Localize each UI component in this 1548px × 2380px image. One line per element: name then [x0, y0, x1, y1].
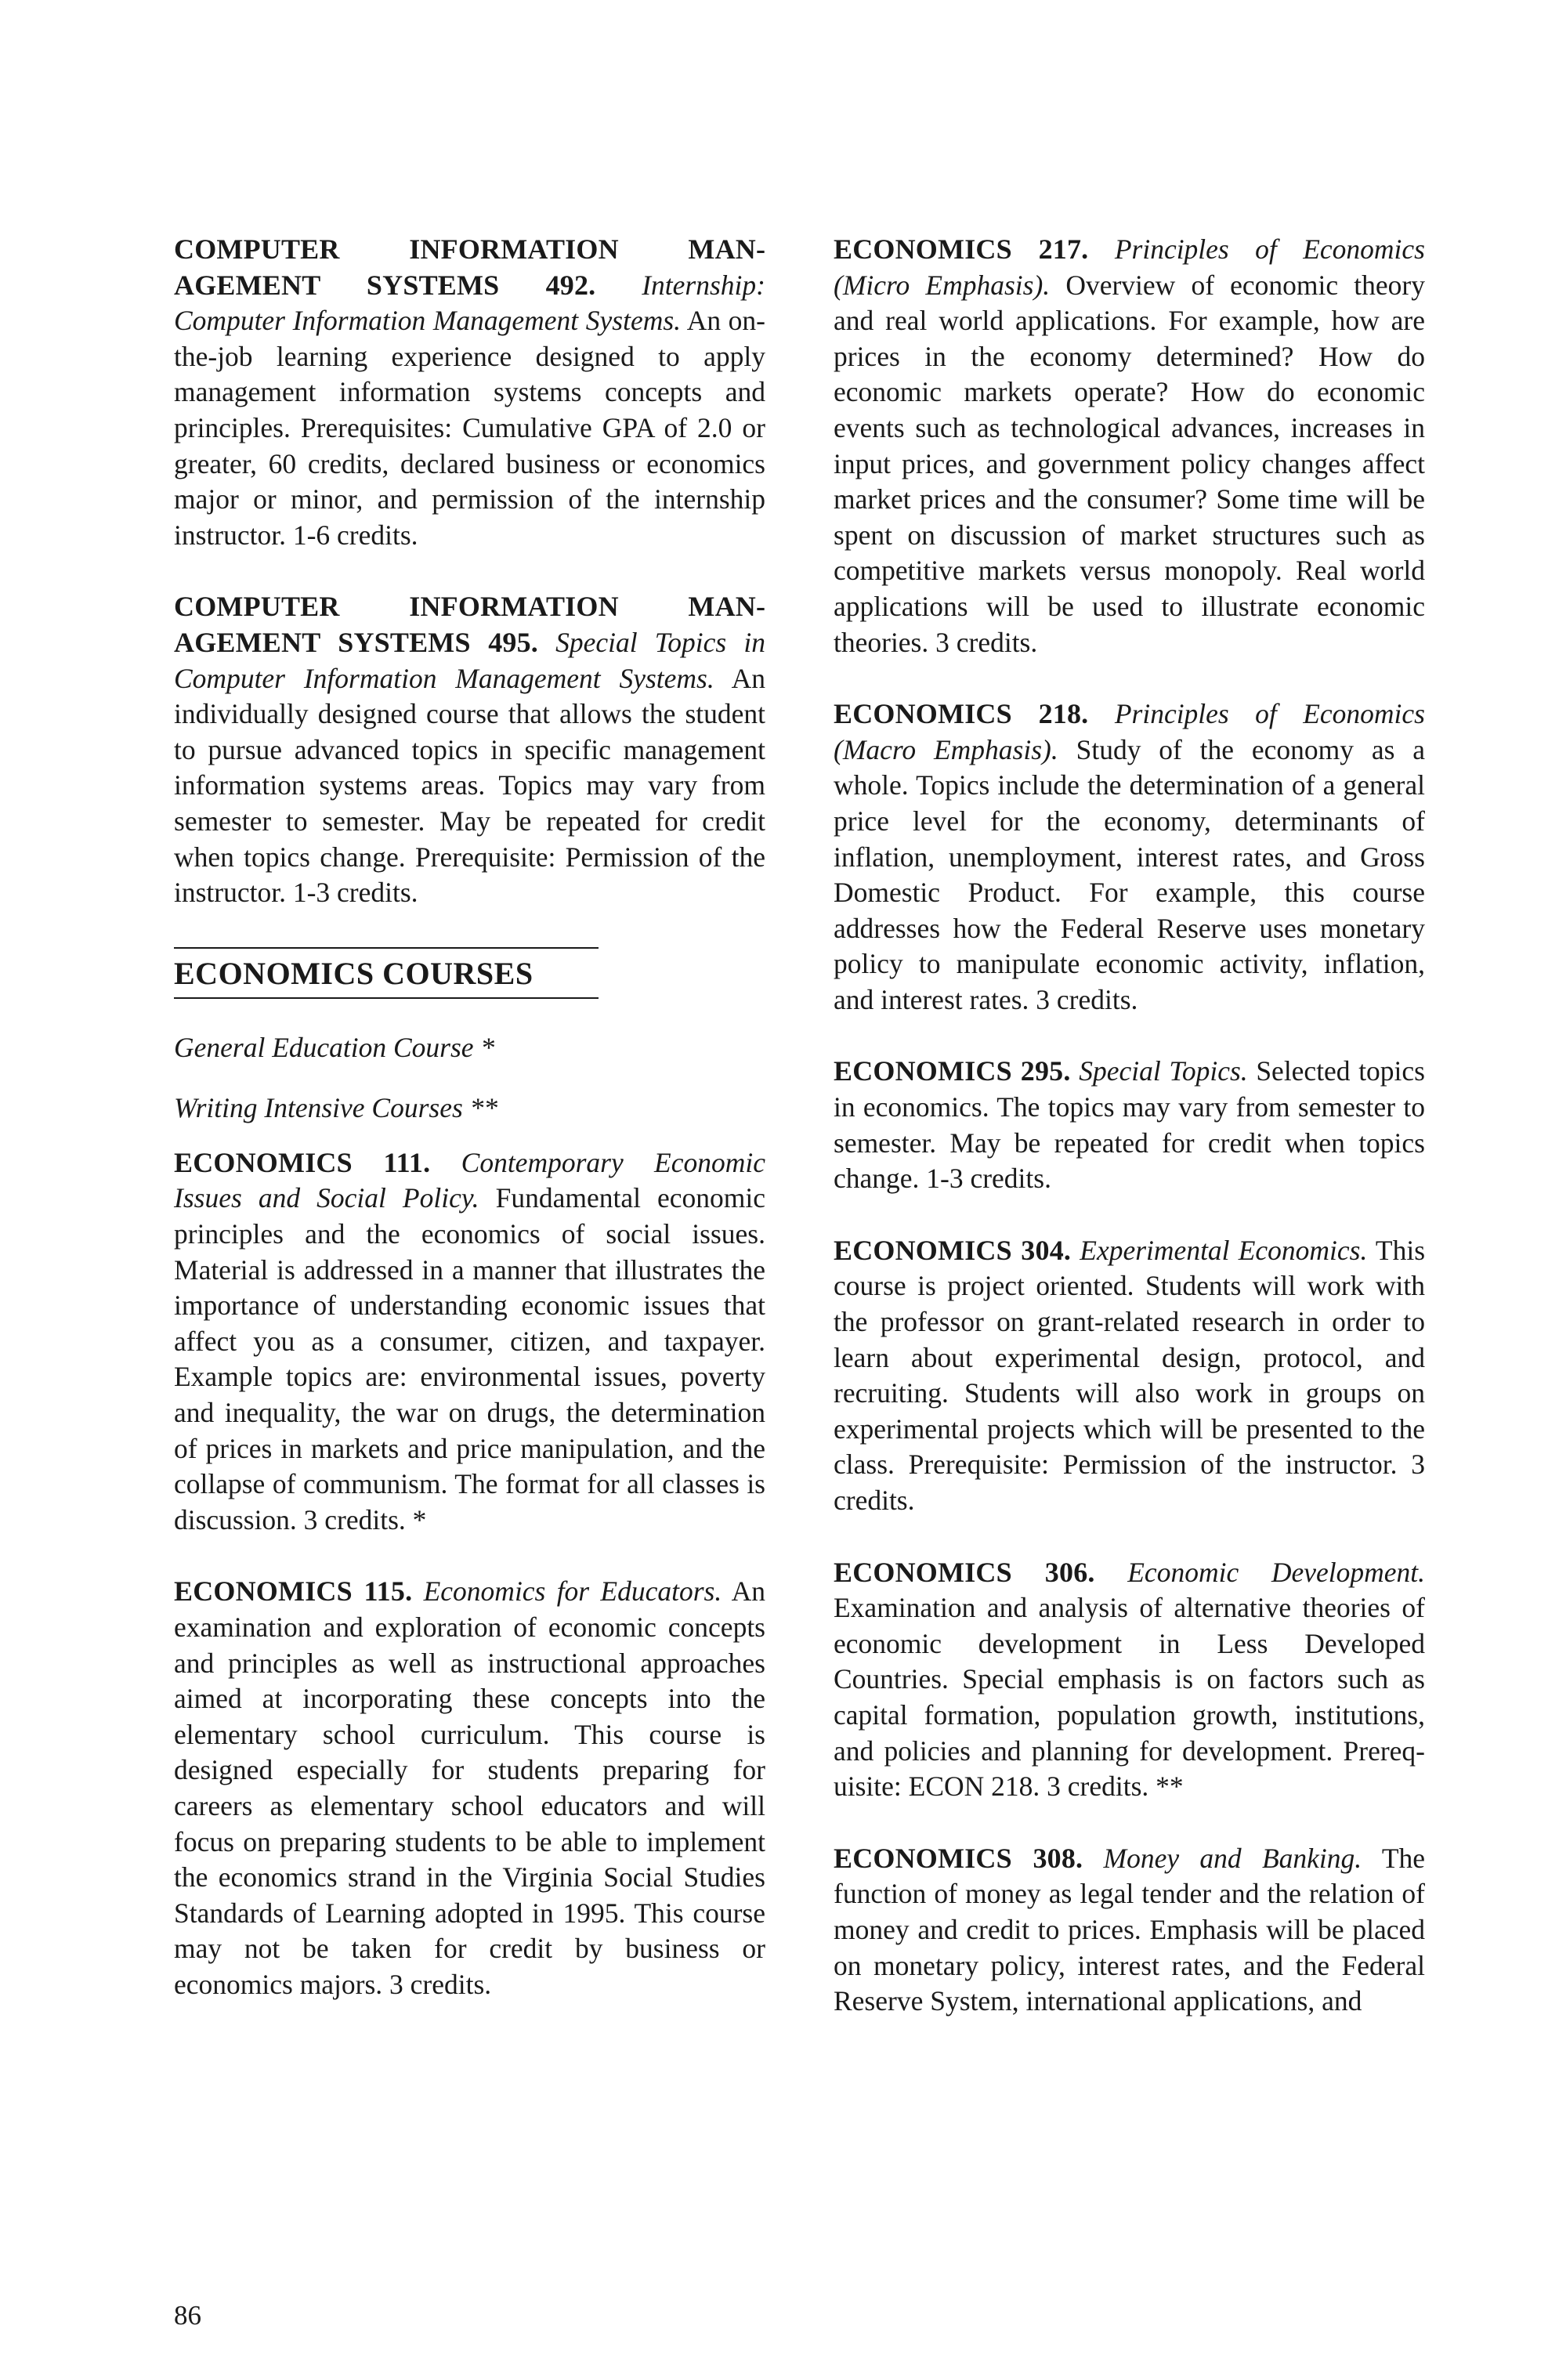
course-description: Selected topics in economics. The topics may vary from semester to semester. May be repeated for credit when topics change. 1-3 credits. — [834, 1055, 1425, 1195]
course-title: Experimental Economics. — [1080, 1234, 1368, 1266]
course-entry-econ-304 — [834, 1233, 1425, 1519]
left-column — [174, 232, 765, 2039]
course-title: Special Topics in Computer Information Management Systems. — [174, 626, 765, 694]
course-entry-econ-295 — [834, 1054, 1425, 1196]
course-code: ECONOMICS 295. — [834, 1055, 1071, 1087]
course-description: An individually designed course that allows the student to pursue advanced topics in specific management information systems areas. Topics may vary from semester to semester. May be repeated for credit when topics change. Prerequisite: Permission of the instructor. 1-3 credits. — [174, 662, 766, 909]
course-title: Contemporary Economic Issues and Social Policy. — [174, 1146, 765, 1214]
course-description: Overview of economic theory and real world applications. For example, how are prices in the economy determined? How do economic markets operate? How do economic events such as technological advances, increases in input prices, and government policy changes affect market prices and the consumer? Some time will be spent on discussion of market structures such as competitive markets versus monopoly. Real world applications will be used to illustrate economic theories. 3 credits. — [834, 269, 1425, 658]
section-heading-economics-courses: ECONOMICS COURSES — [174, 947, 599, 999]
course-code: ECONOMICS 218. — [834, 698, 1089, 730]
course-entry-econ-308 — [834, 1841, 1425, 2020]
legend-writing-intensive: Writing Intensive Courses ** — [174, 1092, 498, 1124]
course-title: Special Topics. — [1079, 1055, 1248, 1087]
course-description: An examination and exploration of economic concepts and principles as well as instructional approaches aimed at incorporating these concepts into the elementary school curriculum. This course is designed especially for students preparing for careers as elementary school educators and will focus on preparing students to be able to implement the economics strand in the Virginia Social Studies Standards of Learning adopted in 1995. This course may not be taken for credit by business or economics majors. 3 credits. — [174, 1575, 765, 2000]
course-entry-econ-111 — [174, 1145, 765, 1539]
course-code: ECONOMICS 308. — [834, 1842, 1083, 1874]
course-code: ECONOMICS 111. — [174, 1146, 431, 1178]
course-entry-econ-115 — [174, 1574, 765, 2002]
course-entry-econ-306 — [834, 1555, 1425, 1805]
course-entry-econ-218 — [834, 696, 1425, 1018]
course-entry-econ-217 — [834, 232, 1425, 660]
course-code: COMPUTER INFORMATION MANAGEMENT SYSTEMS 495. — [174, 591, 765, 658]
course-title: Principles of Economics (Macro Emphasis). — [834, 698, 1425, 765]
course-code: ECONOMICS 304. — [834, 1234, 1072, 1266]
course-entry-cims-495 — [174, 589, 765, 910]
course-description: Study of the economy as a whole. Topics include the determination of a general price level for the economy, determinants of inflation, unemployment, interest rates, and Gross Domestic Product. For example, this course addresses how the Federal Reserve uses monetary policy to manipulate economic activity, inflation, and interest rates. 3 credits. — [834, 733, 1425, 1015]
course-title: Economic Development. — [1127, 1556, 1425, 1588]
right-column — [834, 232, 1425, 2056]
legend-general-education: General Education Course * — [174, 1031, 495, 1063]
course-description: Examination and analysis of alternative theories of economic development in Less Developed Countries. Special emphasis is on factors such as capital formation, population growth, institutions, and policies and planning for development. Prerequisite: ECON 218. 3 credits. ** — [834, 1592, 1425, 1803]
course-code: ECONOMICS 306. — [834, 1556, 1095, 1588]
course-title: Economics for Educators. — [423, 1575, 722, 1608]
course-description: Fundamental economic principles and the economics of social issues. Material is addressed in a manner that illustrates the importance of understanding economic issues that affect you as a consumer, citizen, and taxpayer. Example topics are: environmental issues, poverty and inequality, the war on drugs, the determination of prices in markets and price manipulation, and the collapse of communism. The format for all classes is discussion. 3 credits. * — [174, 1182, 765, 1535]
course-title: Internship: Computer Information Management Systems. — [174, 269, 765, 337]
course-description: This course is project oriented. Students will work with the professor on grant-related research in order to learn about experimental design, protocol, and recruiting. Students will also work in groups on experimental projects which will be presented to the class. Prerequisite: Permission of the instructor. 3 credits. — [834, 1234, 1426, 1516]
course-description: An on-the-job learning experience designed to apply management information systems concepts and principles. Prerequisites: Cumulative GPA of 2.0 or greater, 60 credits, declared business or economics major or minor, and permission of the internship instructor. 1-6 credits. — [174, 305, 765, 551]
course-code: ECONOMICS 217. — [834, 233, 1089, 265]
page-number: 86 — [174, 2300, 201, 2331]
course-description: The function of money as legal tender and the relation of money and credit to prices. Emphasis will be placed on monetary policy, interest rates, and the Federal Reserve System, international applications, and — [834, 1842, 1426, 2017]
course-entry-cims-492 — [174, 232, 765, 553]
course-title: Principles of Economics (Micro Emphasis). — [834, 233, 1425, 301]
course-code: ECONOMICS 115. — [174, 1575, 413, 1608]
course-code: COMPUTER INFORMATION MANAGEMENT SYSTEMS 492. — [174, 233, 765, 301]
course-title: Money and Banking. — [1103, 1842, 1362, 1874]
